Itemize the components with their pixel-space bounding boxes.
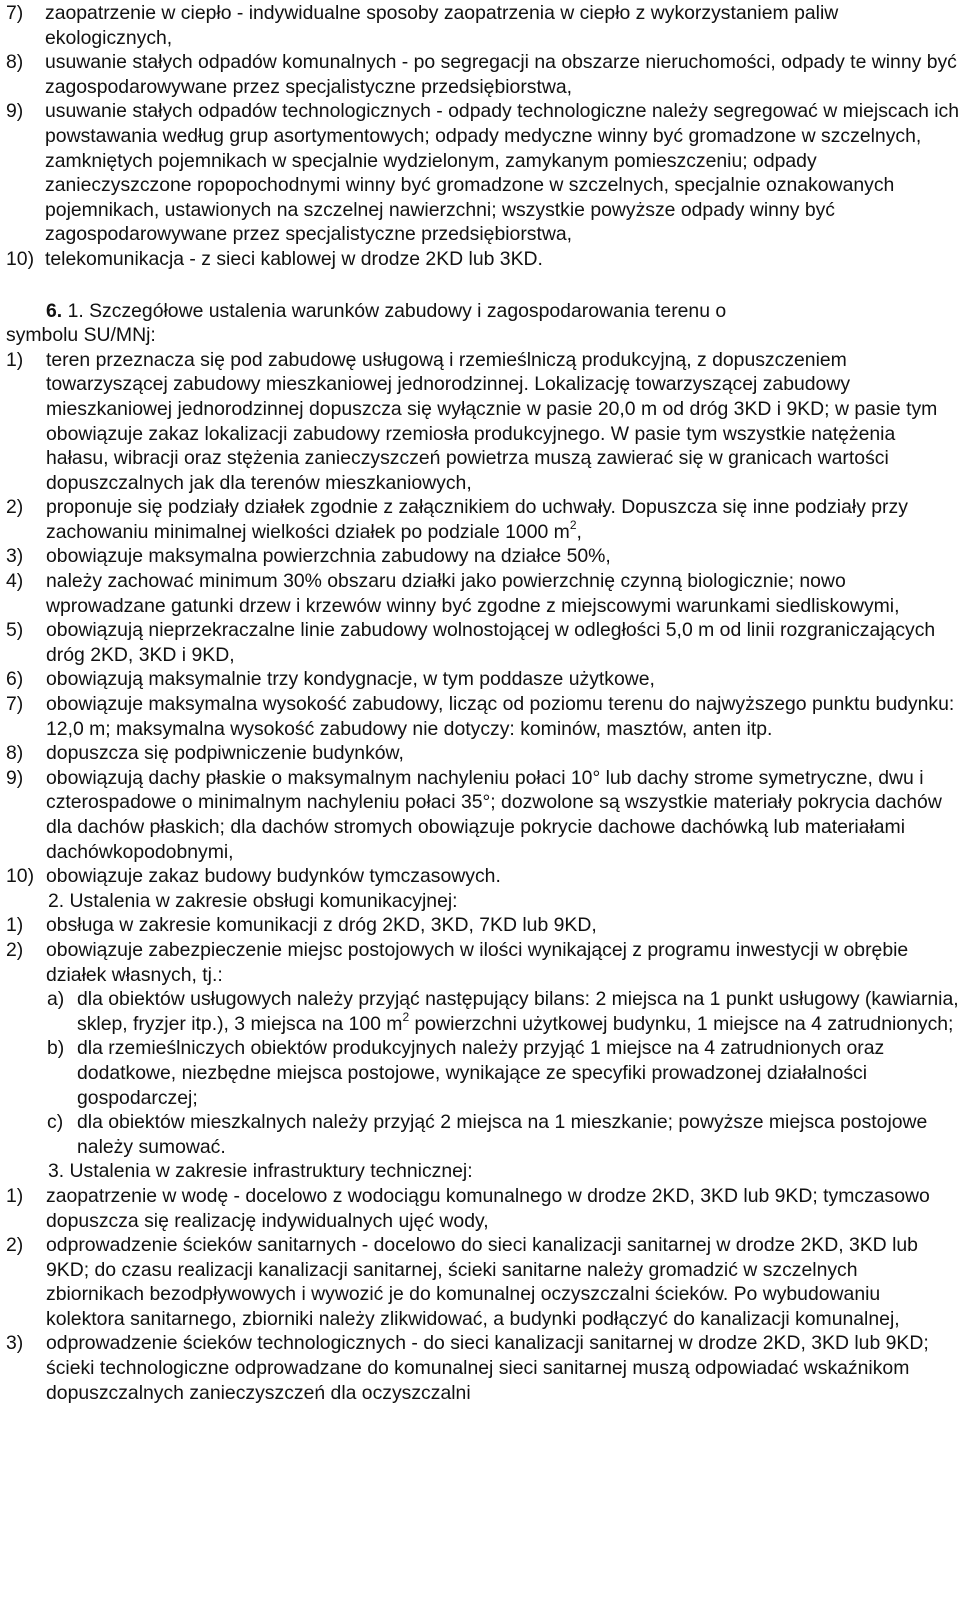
list-subitem: [0, 1110, 960, 1159]
item-number: 10): [6, 247, 35, 270]
list-subitem: [0, 987, 960, 1036]
item-number: 9): [6, 100, 24, 123]
section-heading: [0, 889, 960, 914]
item-number: 1): [6, 914, 24, 937]
item-text: dla obiektów usługowych należy przyjąć następujący bilans: 2 miejsca na 1 punkt usługowy (kawiarnia, sklep, fryzjer itp.), 3 miejsca na 100 m: [77, 988, 959, 1035]
item-text: telekomunikacja - z sieci kablowej w drodze 2KD lub 3KD.: [45, 247, 543, 270]
item-text-tail: powierzchni użytkowej budynku, 1 miejsce na 4 zatrudnionych;: [409, 1012, 954, 1035]
list-item: [0, 618, 960, 667]
list-item: [0, 913, 960, 938]
section-heading: [0, 1159, 960, 1184]
item-text: obowiązuje maksymalna wysokość zabudowy, licząc od poziomu terenu do najwyższego punktu budynku: 12,0 m; maksymalna wysokość zabudowy nie dotyczy: kominów, masztów, anten itp.: [46, 693, 955, 740]
item-text: obowiązuje maksymalna powierzchnia zabudowy na działce 50%,: [46, 545, 611, 568]
list-subitem: [0, 1036, 960, 1110]
item-text: należy zachować minimum 30% obszaru działki jako powierzchnię czynną biologicznie; nowo wprowadzane gatunki drzew i krzewów winny być zgodne z miejscowymi warunkami siedliskowymi,: [46, 570, 900, 617]
item-number: 2): [6, 938, 24, 961]
list-item: [0, 99, 960, 247]
item-text: zaopatrzenie w wodę - docelowo z wodociągu komunalnego w drodze 2KD, 3KD lub 9KD; tymczasowo dopuszcza się realizację indywidualnych ujęć wody,: [46, 1184, 930, 1232]
section-heading-text-line2: symbolu SU/MNj:: [6, 324, 156, 347]
item-number: 2): [6, 1234, 24, 1257]
item-number: 6): [6, 668, 24, 691]
item-text: obowiązuje zabezpieczenie miejsc postojowych w ilości wynikającej z programu inwestycji w obrębie działek własnych, tj.:: [46, 938, 909, 986]
item-text: odprowadzenie ścieków technologicznych - do sieci kanalizacji sanitarnej w drodze 2KD, 3KD lub 9KD; ścieki technologiczne odprowadzane do komunalnej sieci sanitarnej muszą odpowiadać wskaźnikom dopuszczalnych zanieczyszczeń dla oczyszczalni: [46, 1332, 929, 1404]
list-item: [0, 864, 960, 889]
subsection-number: 1.: [67, 299, 84, 322]
subitem-letter: c): [47, 1111, 64, 1134]
list-item: [0, 544, 960, 569]
subitem-letter: a): [47, 988, 65, 1011]
list-item: [0, 247, 960, 272]
item-number: 7): [6, 2, 24, 24]
item-text: dla rzemieślniczych obiektów produkcyjnych należy przyjąć 1 miejsce na 4 zatrudnionych oraz dodatkowe, niezbędne miejsca postojowe, wynikające ze specyfiki prowadzonej działalności gospodarczej;: [77, 1037, 885, 1109]
list-item: [0, 348, 960, 496]
item-text: proponuje się podziały działek zgodnie z załącznikiem do uchwały. Dopuszcza się inne podziały przy zachowaniu minimalnej wielkości działek po podziale 1000 m: [46, 496, 908, 543]
item-number: 8): [6, 742, 24, 765]
list-item: [0, 766, 960, 864]
item-number: 9): [6, 766, 24, 789]
item-text: dla obiektów mieszkalnych należy przyjąć 2 miejsca na 1 mieszkanie; powyższe miejsca postojowe należy sumować.: [77, 1111, 928, 1158]
item-text: odprowadzenie ścieków sanitarnych - docelowo do sieci kanalizacji sanitarnej w drodze 2KD, 3KD lub 9KD; do czasu realizacji kanalizacji sanitarnej, ścieki sanitarne należy gromadzić w szczelnych zbiornikach bezodpływowych i wywozić je do komunalnej oczyszczalni ścieków. Po wybudowaniu kolektora sanitarnego, zbiorniki należy zlikwidować, a budynki podłączyć do kanalizacji komunalnej,: [46, 1234, 918, 1330]
item-text: dopuszcza się podpiwniczenie budynków,: [46, 742, 404, 765]
item-number: 1): [6, 348, 24, 371]
item-number: 10): [6, 865, 35, 888]
section-heading-text: 2. Ustalenia w zakresie obsługi komunikacyjnej:: [48, 889, 458, 912]
item-number: 1): [6, 1184, 24, 1207]
item-number: 3): [6, 1332, 24, 1355]
item-text: usuwanie stałych odpadów komunalnych - po segregacji na obszarze nieruchomości, odpady te winny być zagospodarowywane przez specjalistyczne przedsiębiorstwa,: [45, 51, 957, 98]
item-text: obsługa w zakresie komunikacji z dróg 2KD, 3KD, 7KD lub 9KD,: [46, 914, 597, 937]
list-item: [0, 692, 960, 741]
list-item: [0, 667, 960, 692]
section-heading-text: Szczegółowe ustalenia warunków zabudowy i zagospodarowania terenu o: [89, 299, 727, 322]
list-item: [0, 50, 960, 99]
list-item: [0, 1184, 960, 1233]
list-item: [0, 495, 960, 544]
item-text: zaopatrzenie w ciepło - indywidualne sposoby zaopatrzenia w ciepło z wykorzystaniem paliw ekologicznych,: [45, 2, 839, 49]
item-number: 7): [6, 693, 24, 716]
section-heading-text: 3. Ustalenia w zakresie infrastruktury technicznej:: [48, 1160, 473, 1183]
item-number: 3): [6, 545, 24, 568]
item-text: obowiązują nieprzekraczalne linie zabudowy wolnostojącej w odległości 5,0 m od linii rozgraniczających dróg 2KD, 3KD i 9KD,: [46, 619, 936, 666]
list-item: [0, 1, 960, 50]
list-item: [0, 569, 960, 618]
item-text: obowiązuje zakaz budowy budynków tymczasowych.: [46, 865, 501, 888]
item-text: obowiązują maksymalnie trzy kondygnacje, w tym poddasze użytkowe,: [46, 668, 655, 691]
item-number: 8): [6, 51, 24, 74]
item-text: teren przeznacza się pod zabudowę usługową i rzemieślniczą produkcyjną, z dopuszczeniem towarzyszącej zabudowy mieszkaniowej jednorodzinnej. Lokalizację towarzyszącej zabudowy mieszkaniowej jednorodzinnej dopuszcza się wyłącznie w pasie 20,0 m od dróg 3KD i 9KD; w pasie tym obowiązuje zakaz lokalizacji zabudowy rzemiosła produkcyjnego. W pasie tym wszystkie natężenia hałasu, wibracji oraz stężenia zanieczyszczeń powietrza muszą zawierać się w granicach wartości dopuszczalnych jak dla terenów mieszkaniowych,: [46, 348, 938, 494]
list-item: [0, 938, 960, 987]
item-text: obowiązują dachy płaskie o maksymalnym nachyleniu połaci 10° lub dachy strome symetryczne, dwu i czterospadowe o minimalnym nachyleniu połaci 35°; dozwolone są wszystkie materiały pokrycia dachów dla dachów płaskich; dla dachów stromych obowiązuje pokrycie dachowe dachówką lub materiałami dachówkopodobnymi,: [46, 766, 942, 863]
item-text-tail: ,: [576, 520, 582, 543]
item-number: 2): [6, 496, 24, 519]
subitem-letter: b): [47, 1037, 65, 1060]
superscript: 2: [402, 1010, 410, 1025]
list-item: [0, 741, 960, 766]
item-text: usuwanie stałych odpadów technologicznych - odpady technologiczne należy segregować w miejscach ich powstawania według grup asortymentowych; odpady medyczne winny być gromadzone w szczelnych, zamkniętych pojemnikach w specjalnie wydzielonym, zamykanym pomieszczeniu; odpady zanieczyszczone ropopochodnymi winny być gromadzone w szczelnych, specjalnie oznakowanych pojemnikach, ustawionych na szczelnej nawierzchni; wszystkie powyższe odpady winny być zagospodarowywane przez specjalistyczne przedsiębiorstwa,: [45, 100, 960, 246]
section-heading: [0, 299, 960, 324]
item-number: 4): [6, 570, 24, 593]
list-item: [0, 1331, 960, 1405]
section-heading-continuation: [0, 323, 960, 348]
superscript: 2: [569, 518, 577, 533]
list-item: [0, 1233, 960, 1331]
item-number: 5): [6, 619, 24, 642]
section-number: 6.: [46, 299, 63, 322]
